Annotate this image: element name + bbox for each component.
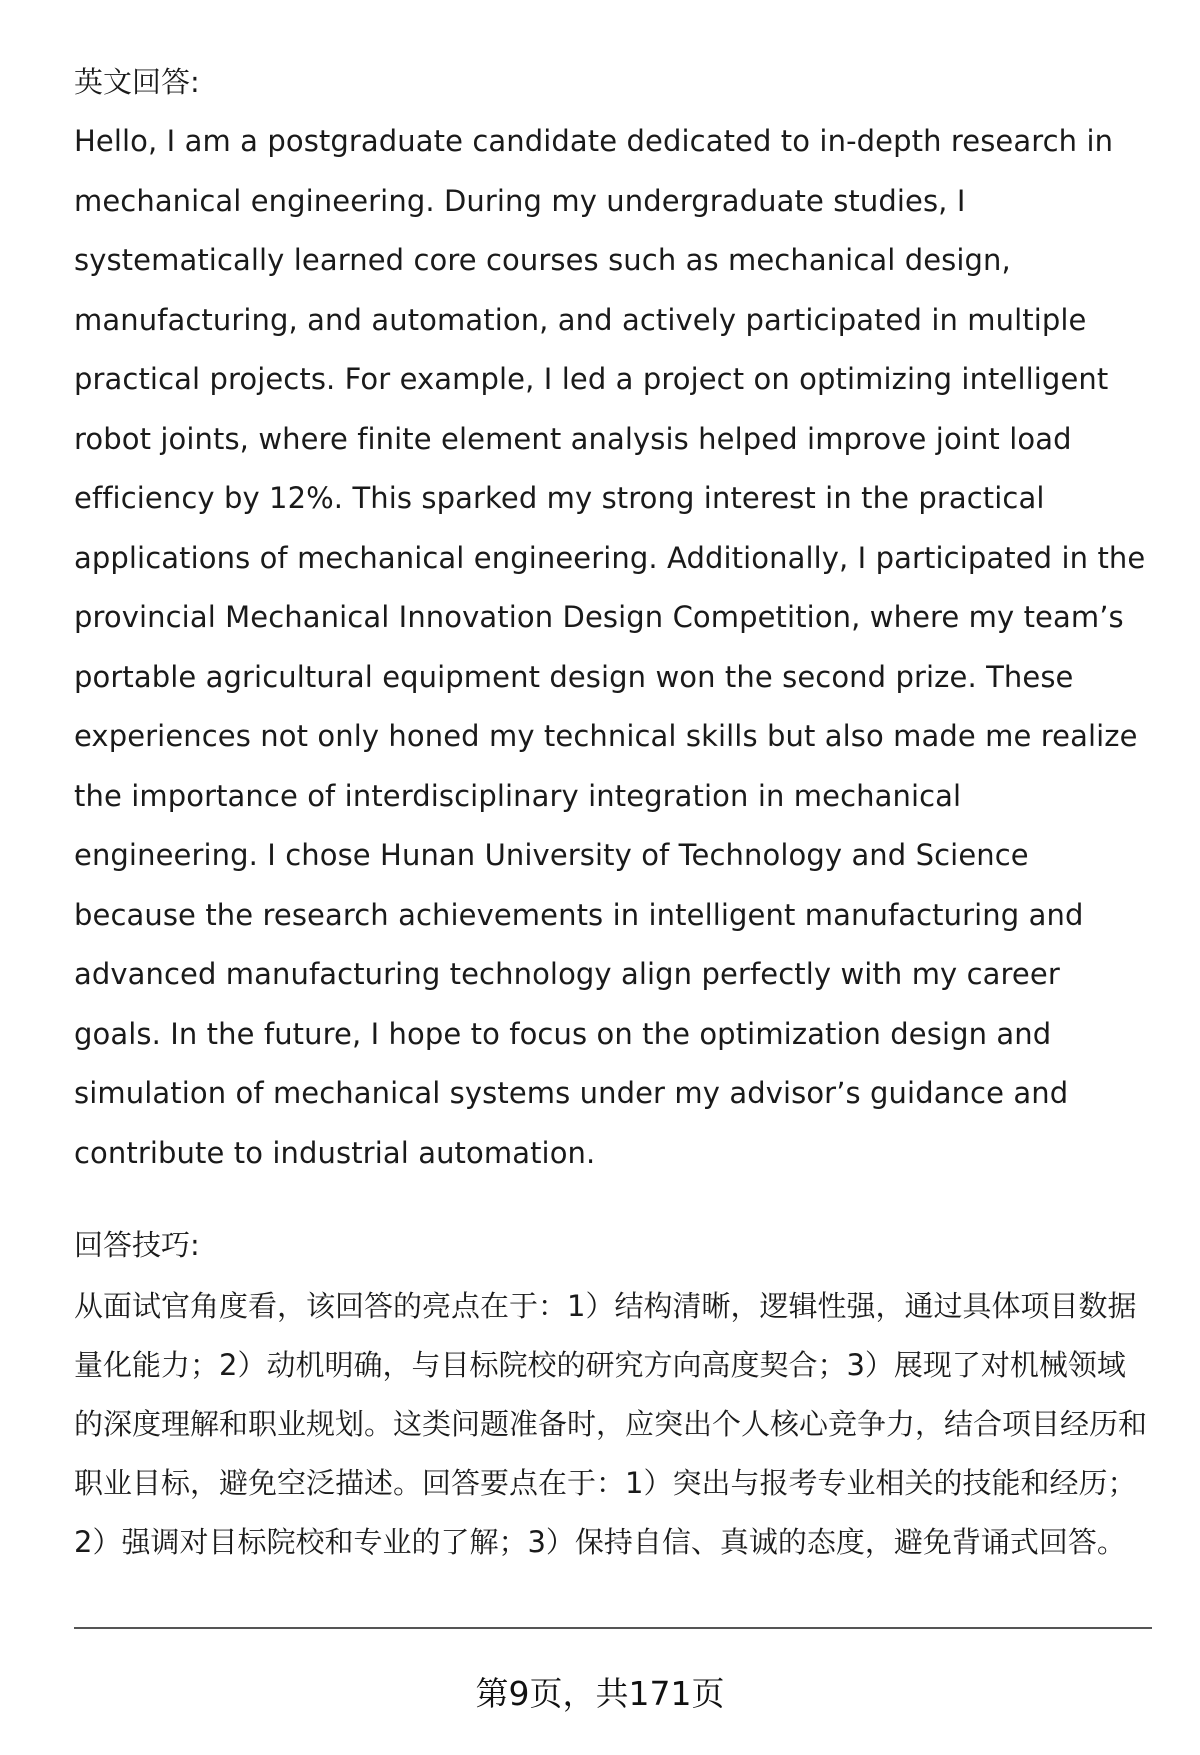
english-answer-text: Hello, I am a postgraduate candidate dedicated to in-depth research in mechanical engineering. During my undergraduate studies, I systematically learned core courses such as mechanical design, manufacturing, and automation, and actively participated in multiple practical projects. For example, I led a project on optimizing intelligent robot joints, where finite element analysis helped improve joint load efficiency by 12%. This sparked my strong interest in the practical applications of mechanical engineering. Additionally, I participated in the provincial Mechanical Innovation Design Competition, where my team’s portable agricultural equipment design won the second prize. These experiences not only honed my technical skills but also made me realize the importance of interdisciplinary integration in mechanical engineering. I chose Hunan University of Technology and Science because the research achievements in intelligent manufacturing and advanced manufacturing technology align perfectly with my career goals. In the future, I hope to focus on the optimization design and simulation of mechanical systems under my advisor’s guidance and contribute to industrial automation.	[74, 124, 1146, 1170]
page-content	[74, 62, 1152, 1572]
answer-tips-heading: 回答技巧:	[74, 1228, 200, 1262]
english-answer-heading: 英文回答:	[74, 65, 200, 99]
footer-divider	[74, 1627, 1152, 1629]
page-number: 第9页，共171页	[475, 1674, 725, 1713]
answer-tips-text: 从面试官角度看，该回答的亮点在于：1）结构清晰，逻辑性强，通过具体项目数据量化能力；2）动机明确，与目标院校的研究方向高度契合；3）展现了对机械领域的深度理解和职业规划。这类问题准备时，应突出个人核心竞争力，结合项目经历和职业目标，避免空泛描述。回答要点在于：1）突出与报考专业相关的技能和经历；2）强调对目标院校和专业的了解；3）保持自信、真诚的态度，避免背诵式回答。	[74, 1289, 1148, 1559]
